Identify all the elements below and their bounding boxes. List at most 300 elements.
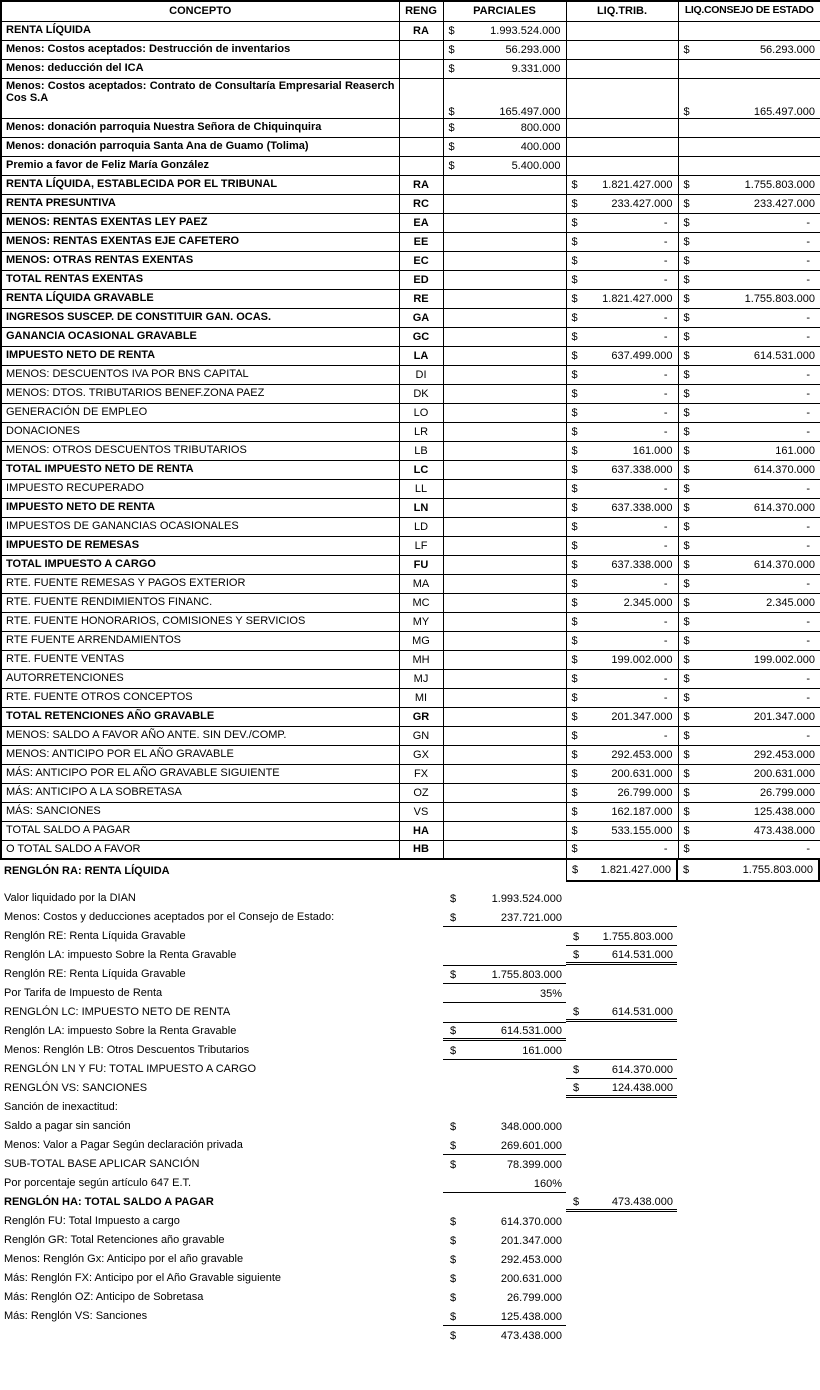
concepto-cell: RENTA LÍQUIDA bbox=[1, 21, 399, 40]
detail-parciales-slot bbox=[443, 1231, 566, 1250]
liq-consejo-cell bbox=[678, 498, 820, 517]
parciales-cell bbox=[443, 346, 566, 365]
amount: 5.400.000 bbox=[511, 159, 561, 172]
currency-symbol: $ bbox=[571, 634, 578, 647]
concepto-cell: RENTA LÍQUIDA, ESTABLECIDA POR EL TRIBUNAL bbox=[1, 175, 399, 194]
concepto-cell: Menos: Costos aceptados: Destrucción de inventarios bbox=[1, 40, 399, 59]
detail-parciales-slot bbox=[443, 889, 566, 908]
detail-label: RENGLÓN HA: TOTAL SALDO A PAGAR bbox=[4, 1196, 214, 1208]
currency-symbol: $ bbox=[571, 558, 578, 571]
liq-trib-cell bbox=[566, 460, 678, 479]
concepto-cell: RTE. FUENTE OTROS CONCEPTOS bbox=[1, 688, 399, 707]
amount: 400.000 bbox=[520, 140, 561, 153]
parciales-cell bbox=[443, 213, 566, 232]
liq-trib-cell bbox=[566, 270, 678, 289]
table-row bbox=[1, 175, 820, 194]
table-row bbox=[1, 194, 820, 213]
table-row bbox=[1, 441, 820, 460]
amount: 1.755.803.000 bbox=[744, 178, 815, 191]
parciales-cell bbox=[443, 479, 566, 498]
currency-symbol: $ bbox=[683, 197, 690, 210]
reng-cell: VS bbox=[399, 802, 443, 821]
parciales-cell bbox=[443, 764, 566, 783]
currency-symbol: $ bbox=[571, 824, 578, 837]
detail-parciales-slot bbox=[443, 984, 566, 1003]
table-row bbox=[1, 669, 820, 688]
amount: - bbox=[806, 729, 810, 742]
liq-trib-cell bbox=[566, 422, 678, 441]
reng-cell: MA bbox=[399, 574, 443, 593]
amount: 533.155.000 bbox=[611, 824, 673, 837]
currency-symbol: $ bbox=[683, 805, 690, 818]
currency-symbol: $ bbox=[448, 43, 455, 56]
concepto-cell: MENOS: RENTAS EXENTAS EJE CAFETERO bbox=[1, 232, 399, 251]
currency-symbol: $ bbox=[450, 1310, 457, 1323]
liq-consejo-cell bbox=[678, 384, 820, 403]
amount: 35% bbox=[539, 987, 562, 1000]
currency-symbol: $ bbox=[683, 444, 690, 457]
detail-liq-trib-slot bbox=[566, 1326, 677, 1345]
parciales-cell bbox=[443, 327, 566, 346]
reng-cell: RA bbox=[399, 21, 443, 40]
currency-symbol: $ bbox=[683, 178, 690, 191]
table-row bbox=[1, 536, 820, 555]
liq-trib-cell bbox=[566, 498, 678, 517]
liq-trib-cell bbox=[566, 764, 678, 783]
liq-consejo-cell bbox=[678, 821, 820, 840]
currency-symbol: $ bbox=[571, 805, 578, 818]
liq-trib-cell bbox=[566, 251, 678, 270]
amount: 26.799.000 bbox=[506, 1292, 562, 1304]
liq-trib-cell bbox=[566, 213, 678, 232]
liq-consejo-cell bbox=[678, 802, 820, 821]
amount: - bbox=[806, 634, 810, 647]
table-row bbox=[1, 40, 820, 59]
currency-symbol: $ bbox=[448, 105, 455, 118]
detail-parciales-slot bbox=[443, 1174, 566, 1193]
currency-symbol: $ bbox=[450, 1330, 457, 1342]
amount: - bbox=[806, 235, 810, 248]
amount: 614.531.000 bbox=[500, 1025, 562, 1037]
detail-parciales-slot bbox=[443, 1155, 566, 1174]
liq-consejo-cell bbox=[678, 840, 820, 859]
detail-liq-trib-slot bbox=[566, 965, 677, 984]
amount: - bbox=[806, 520, 810, 533]
currency-symbol: $ bbox=[683, 254, 690, 267]
parciales-cell bbox=[443, 289, 566, 308]
liq-consejo-cell bbox=[678, 745, 820, 764]
currency-symbol: $ bbox=[571, 311, 578, 324]
renglon-ra-liq-trib-cell bbox=[566, 860, 677, 882]
parciales-cell bbox=[443, 308, 566, 327]
amount: 1.993.524.000 bbox=[490, 24, 561, 37]
detail-liq-trib-slot bbox=[566, 1231, 677, 1250]
currency-symbol: $ bbox=[683, 330, 690, 343]
currency-symbol: $ bbox=[571, 254, 578, 267]
amount: 292.453.000 bbox=[753, 748, 815, 761]
amount: 233.427.000 bbox=[753, 197, 815, 210]
currency-symbol: $ bbox=[683, 425, 690, 438]
parciales-cell bbox=[443, 555, 566, 574]
currency-symbol: $ bbox=[571, 444, 578, 457]
currency-symbol: $ bbox=[683, 710, 690, 723]
liq-consejo-cell bbox=[678, 517, 820, 536]
currency-symbol: $ bbox=[573, 1063, 580, 1076]
amount: - bbox=[806, 216, 810, 229]
detail-row bbox=[0, 1326, 820, 1345]
concepto-cell: RTE. FUENTE RENDIMIENTOS FINANC. bbox=[1, 593, 399, 612]
concepto-cell: Menos: donación parroquia Santa Ana de Guamo (Tolima) bbox=[1, 137, 399, 156]
table-row bbox=[1, 688, 820, 707]
detail-liq-trib-slot bbox=[566, 1288, 677, 1307]
amount: - bbox=[806, 406, 810, 419]
reng-cell: LO bbox=[399, 403, 443, 422]
parciales-cell bbox=[443, 251, 566, 270]
concepto-cell: IMPUESTOS DE GANANCIAS OCASIONALES bbox=[1, 517, 399, 536]
parciales-cell bbox=[443, 232, 566, 251]
currency-symbol: $ bbox=[683, 501, 690, 514]
detail-parciales-slot bbox=[443, 1307, 566, 1326]
amount: 614.370.000 bbox=[753, 463, 815, 476]
renglon-ra-label: RENGLÓN RA: RENTA LÍQUIDA bbox=[4, 865, 170, 877]
amount: 200.631.000 bbox=[753, 767, 815, 780]
amount: - bbox=[663, 254, 668, 267]
amount: 1.993.524.000 bbox=[491, 893, 562, 905]
concepto-cell: MENOS: ANTICIPO POR EL AÑO GRAVABLE bbox=[1, 745, 399, 764]
amount: 1.821.427.000 bbox=[600, 864, 671, 876]
detail-row bbox=[0, 908, 820, 927]
detail-row bbox=[0, 1041, 820, 1060]
concepto-cell: MENOS: OTROS DESCUENTOS TRIBUTARIOS bbox=[1, 441, 399, 460]
concepto-cell: O TOTAL SALDO A FAVOR bbox=[1, 840, 399, 859]
amount: - bbox=[806, 254, 810, 267]
amount: - bbox=[663, 387, 668, 400]
parciales-cell bbox=[443, 536, 566, 555]
col-header-parciales: PARCIALES bbox=[443, 1, 566, 21]
amount: 161.000 bbox=[522, 1044, 562, 1057]
detail-row bbox=[0, 927, 820, 946]
liq-consejo-cell bbox=[678, 441, 820, 460]
amount: 56.293.000 bbox=[505, 43, 561, 56]
amount: 1.755.803.000 bbox=[744, 292, 815, 305]
currency-symbol: $ bbox=[571, 387, 578, 400]
reng-cell: LF bbox=[399, 536, 443, 555]
table-row bbox=[1, 403, 820, 422]
parciales-cell bbox=[443, 21, 566, 40]
parciales-cell bbox=[443, 669, 566, 688]
currency-symbol: $ bbox=[683, 558, 690, 571]
currency-symbol: $ bbox=[571, 748, 578, 761]
currency-symbol: $ bbox=[450, 1216, 457, 1228]
liq-consejo-cell bbox=[678, 783, 820, 802]
currency-symbol: $ bbox=[683, 292, 690, 305]
parciales-cell bbox=[443, 821, 566, 840]
amount: - bbox=[663, 577, 668, 590]
detail-parciales-slot bbox=[443, 1269, 566, 1288]
currency-symbol: $ bbox=[450, 1121, 457, 1133]
currency-symbol: $ bbox=[571, 349, 578, 362]
detail-liq-trib-slot bbox=[566, 1269, 677, 1288]
liq-consejo-cell bbox=[678, 270, 820, 289]
concepto-cell: RENTA PRESUNTIVA bbox=[1, 194, 399, 213]
amount: - bbox=[806, 387, 810, 400]
amount: 125.438.000 bbox=[500, 1310, 562, 1323]
detail-liq-trib-slot bbox=[566, 1212, 677, 1231]
col-header-liq-consejo: LIQ.CONSEJO DE ESTADO bbox=[678, 1, 820, 21]
table-row bbox=[1, 726, 820, 745]
liq-consejo-cell bbox=[678, 688, 820, 707]
reng-cell: GC bbox=[399, 327, 443, 346]
parciales-cell bbox=[443, 156, 566, 175]
concepto-cell: Menos: deducción del ICA bbox=[1, 59, 399, 78]
amount: - bbox=[806, 691, 810, 704]
calculation-details bbox=[0, 889, 820, 1345]
amount: 473.438.000 bbox=[611, 1195, 673, 1208]
table-row bbox=[1, 308, 820, 327]
amount: 199.002.000 bbox=[611, 653, 673, 666]
currency-symbol: $ bbox=[683, 105, 690, 118]
reng-cell: DI bbox=[399, 365, 443, 384]
currency-symbol: $ bbox=[571, 710, 578, 723]
detail-row bbox=[0, 1117, 820, 1136]
table-row bbox=[1, 346, 820, 365]
reng-cell: LA bbox=[399, 346, 443, 365]
liq-consejo-cell bbox=[678, 346, 820, 365]
currency-symbol: $ bbox=[683, 672, 690, 685]
amount: - bbox=[663, 216, 668, 229]
parciales-cell bbox=[443, 631, 566, 650]
liq-consejo-cell bbox=[678, 650, 820, 669]
liq-consejo-cell bbox=[678, 479, 820, 498]
detail-row bbox=[0, 965, 820, 984]
detail-liq-trib-slot bbox=[566, 1136, 677, 1155]
amount: - bbox=[663, 691, 668, 704]
reng-cell: HB bbox=[399, 840, 443, 859]
liq-trib-cell bbox=[566, 631, 678, 650]
currency-symbol: $ bbox=[450, 1025, 457, 1037]
amount: - bbox=[806, 672, 810, 685]
table-row bbox=[1, 498, 820, 517]
detail-label: Renglón RE: Renta Líquida Gravable bbox=[4, 930, 186, 942]
liq-consejo-cell bbox=[678, 422, 820, 441]
liq-trib-cell bbox=[566, 346, 678, 365]
liq-trib-cell bbox=[566, 555, 678, 574]
amount: 637.338.000 bbox=[611, 463, 673, 476]
currency-symbol: $ bbox=[683, 767, 690, 780]
amount: 614.370.000 bbox=[500, 1216, 562, 1228]
amount: - bbox=[663, 482, 668, 495]
reng-cell: LL bbox=[399, 479, 443, 498]
detail-label: RENGLÓN LN Y FU: TOTAL IMPUESTO A CARGO bbox=[4, 1063, 257, 1075]
currency-symbol: $ bbox=[450, 893, 457, 905]
concepto-cell: RTE. FUENTE VENTAS bbox=[1, 650, 399, 669]
currency-symbol: $ bbox=[683, 235, 690, 248]
detail-parciales-slot bbox=[443, 1250, 566, 1269]
amount: 473.438.000 bbox=[753, 824, 815, 837]
currency-symbol: $ bbox=[571, 197, 578, 210]
currency-symbol: $ bbox=[571, 501, 578, 514]
liq-trib-cell bbox=[566, 688, 678, 707]
table-row bbox=[1, 802, 820, 821]
detail-label: Menos: Valor a Pagar Según declaración privada bbox=[4, 1139, 243, 1151]
concepto-cell: IMPUESTO NETO DE RENTA bbox=[1, 346, 399, 365]
reng-cell: EE bbox=[399, 232, 443, 251]
amount: - bbox=[663, 273, 668, 286]
reng-cell: RE bbox=[399, 289, 443, 308]
currency-symbol: $ bbox=[571, 330, 578, 343]
detail-label: Sanción de inexactitud: bbox=[4, 1101, 118, 1113]
detail-parciales-slot bbox=[443, 1079, 566, 1098]
liq-consejo-cell bbox=[678, 194, 820, 213]
reng-cell bbox=[399, 40, 443, 59]
detail-row bbox=[0, 889, 820, 908]
table-row bbox=[1, 232, 820, 251]
liq-consejo-cell bbox=[678, 365, 820, 384]
parciales-cell bbox=[443, 403, 566, 422]
parciales-cell bbox=[443, 726, 566, 745]
concepto-cell: TOTAL IMPUESTO NETO DE RENTA bbox=[1, 460, 399, 479]
concepto-cell: IMPUESTO RECUPERADO bbox=[1, 479, 399, 498]
amount: - bbox=[806, 425, 810, 438]
amount: 165.497.000 bbox=[499, 105, 561, 118]
currency-symbol: $ bbox=[683, 368, 690, 381]
currency-symbol: $ bbox=[683, 406, 690, 419]
amount: 269.601.000 bbox=[500, 1139, 562, 1152]
liq-consejo-cell bbox=[678, 78, 820, 118]
currency-symbol: $ bbox=[571, 292, 578, 305]
currency-symbol: $ bbox=[571, 672, 578, 685]
concepto-cell: IMPUESTO DE REMESAS bbox=[1, 536, 399, 555]
table-row bbox=[1, 213, 820, 232]
parciales-cell bbox=[443, 422, 566, 441]
liq-consejo-cell bbox=[678, 574, 820, 593]
liq-trib-cell bbox=[566, 59, 678, 78]
amount: 1.821.427.000 bbox=[602, 292, 673, 305]
detail-label: RENGLÓN LC: IMPUESTO NETO DE RENTA bbox=[4, 1006, 231, 1018]
detail-label: Menos: Costos y deducciones aceptados por el Consejo de Estado: bbox=[4, 911, 335, 923]
concepto-cell: RTE. FUENTE REMESAS Y PAGOS EXTERIOR bbox=[1, 574, 399, 593]
amount: 614.370.000 bbox=[753, 558, 815, 571]
detail-parciales-slot bbox=[443, 1136, 566, 1155]
liq-consejo-cell bbox=[678, 327, 820, 346]
detail-parciales-slot bbox=[443, 1288, 566, 1307]
concepto-cell: RTE FUENTE ARRENDAMIENTOS bbox=[1, 631, 399, 650]
amount: - bbox=[663, 634, 668, 647]
header-row bbox=[1, 1, 820, 21]
currency-symbol: $ bbox=[571, 596, 578, 609]
detail-liq-trib-slot bbox=[566, 1041, 677, 1060]
table-row bbox=[1, 783, 820, 802]
currency-symbol: $ bbox=[571, 425, 578, 438]
currency-symbol: $ bbox=[571, 235, 578, 248]
table-row bbox=[1, 118, 820, 137]
parciales-cell bbox=[443, 118, 566, 137]
reng-cell: GA bbox=[399, 308, 443, 327]
amount: 473.438.000 bbox=[500, 1330, 562, 1342]
liq-trib-cell bbox=[566, 707, 678, 726]
amount: 637.338.000 bbox=[611, 501, 673, 514]
liq-trib-cell bbox=[566, 156, 678, 175]
currency-symbol: $ bbox=[571, 368, 578, 381]
liq-trib-cell bbox=[566, 802, 678, 821]
concepto-cell: Menos: donación parroquia Nuestra Señora de Chiquinquira bbox=[1, 118, 399, 137]
concepto-cell: TOTAL IMPUESTO A CARGO bbox=[1, 555, 399, 574]
amount: 26.799.000 bbox=[617, 786, 673, 799]
currency-symbol: $ bbox=[683, 539, 690, 552]
amount: - bbox=[663, 729, 668, 742]
liq-trib-cell bbox=[566, 194, 678, 213]
currency-symbol: $ bbox=[571, 729, 578, 742]
amount: 237.721.000 bbox=[500, 911, 562, 924]
amount: 233.427.000 bbox=[611, 197, 673, 210]
amount: 201.347.000 bbox=[500, 1235, 562, 1247]
amount: 614.370.000 bbox=[753, 501, 815, 514]
liq-trib-cell bbox=[566, 536, 678, 555]
currency-symbol: $ bbox=[450, 1273, 457, 1285]
detail-row bbox=[0, 1136, 820, 1155]
detail-liq-trib-slot bbox=[566, 889, 677, 908]
reng-cell: RA bbox=[399, 175, 443, 194]
liq-trib-cell bbox=[566, 669, 678, 688]
detail-parciales-slot bbox=[443, 1117, 566, 1136]
amount: - bbox=[663, 311, 668, 324]
currency-symbol: $ bbox=[683, 691, 690, 704]
currency-symbol: $ bbox=[683, 216, 690, 229]
liq-consejo-cell bbox=[678, 403, 820, 422]
detail-parciales-slot bbox=[443, 927, 566, 946]
concepto-cell: RENTA LÍQUIDA GRAVABLE bbox=[1, 289, 399, 308]
currency-symbol: $ bbox=[683, 520, 690, 533]
detail-liq-trib-slot bbox=[566, 1060, 677, 1079]
col-header-concepto: CONCEPTO bbox=[1, 1, 399, 21]
detail-parciales-slot bbox=[443, 965, 566, 984]
currency-symbol: $ bbox=[571, 178, 578, 191]
currency-symbol: $ bbox=[683, 43, 690, 56]
amount: 292.453.000 bbox=[500, 1254, 562, 1266]
liq-consejo-cell bbox=[678, 232, 820, 251]
amount: - bbox=[663, 368, 668, 381]
currency-symbol: $ bbox=[571, 577, 578, 590]
detail-parciales-slot bbox=[443, 1022, 566, 1041]
amount: 800.000 bbox=[520, 121, 561, 134]
parciales-cell bbox=[443, 802, 566, 821]
reng-cell: LN bbox=[399, 498, 443, 517]
currency-symbol: $ bbox=[571, 482, 578, 495]
detail-liq-trib-slot bbox=[566, 984, 677, 1003]
parciales-cell bbox=[443, 460, 566, 479]
liq-consejo-cell bbox=[678, 251, 820, 270]
amount: 292.453.000 bbox=[611, 748, 673, 761]
reng-cell: LC bbox=[399, 460, 443, 479]
concepto-cell: MENOS: RENTAS EXENTAS LEY PAEZ bbox=[1, 213, 399, 232]
parciales-cell bbox=[443, 688, 566, 707]
liq-trib-cell bbox=[566, 21, 678, 40]
col-header-reng: RENG bbox=[399, 1, 443, 21]
currency-symbol: $ bbox=[450, 1139, 457, 1152]
detail-label: Renglón LA: impuesto Sobre la Renta Gravable bbox=[4, 1025, 237, 1037]
liq-consejo-cell bbox=[678, 308, 820, 327]
detail-label: Renglón GR: Total Retenciones año gravable bbox=[4, 1234, 225, 1246]
amount: 1.755.803.000 bbox=[491, 969, 562, 981]
currency-symbol: $ bbox=[571, 653, 578, 666]
table-row bbox=[1, 764, 820, 783]
reng-cell: MJ bbox=[399, 669, 443, 688]
amount: 614.370.000 bbox=[611, 1063, 673, 1076]
amount: 201.347.000 bbox=[753, 710, 815, 723]
amount: 637.499.000 bbox=[611, 349, 673, 362]
detail-liq-trib-slot bbox=[566, 1117, 677, 1136]
liq-consejo-cell bbox=[678, 669, 820, 688]
